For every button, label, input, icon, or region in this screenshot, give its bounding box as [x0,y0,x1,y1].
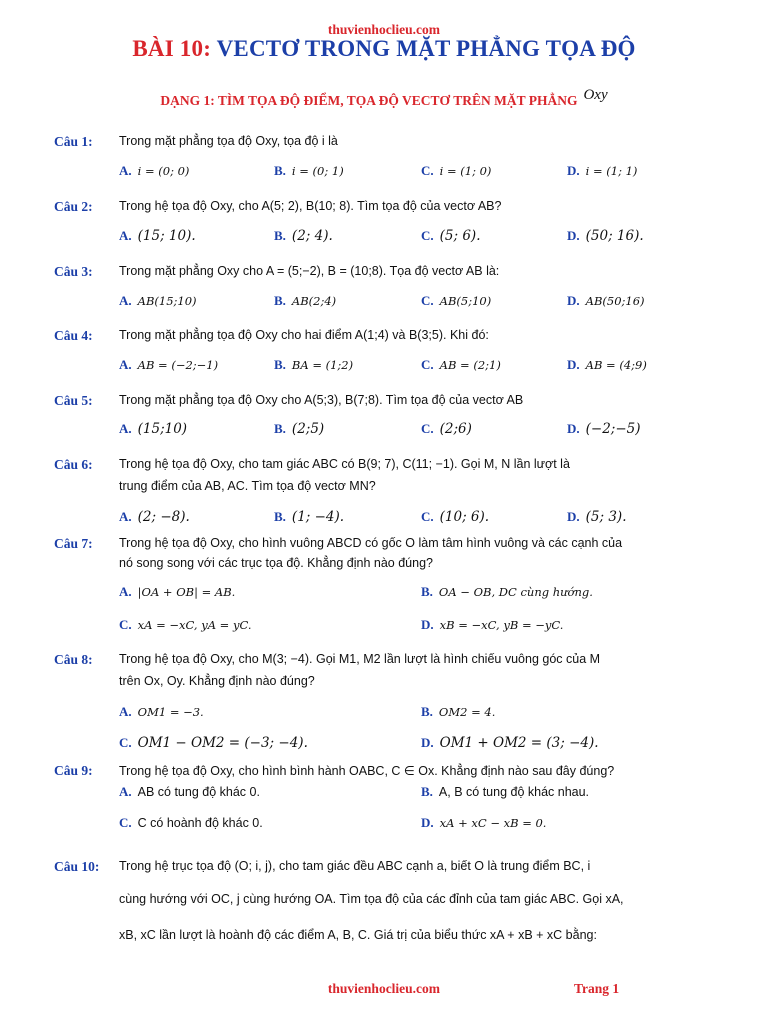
option-key: D. [421,617,434,632]
option-b [421,784,589,800]
option-a [119,293,197,309]
option-d [567,228,644,244]
question-text: Trong mặt phẳng tọa độ Oxy cho hai điểm A(1;4) và B(3;5). Khi đó: [119,328,489,342]
lesson-title [0,36,768,62]
question-label: Câu 4: [54,328,93,343]
option-b [274,293,336,309]
question-label: Câu 1: [54,134,93,149]
option-b [274,163,344,179]
question-6-line-2 [0,479,768,501]
option-key: A. [119,293,132,308]
option-key: B. [274,357,286,372]
question-label: Câu 3: [54,264,93,279]
option-c [421,163,491,179]
question-label: Câu 2: [54,199,93,214]
option-text: (2;5) [291,421,325,437]
option-text: xA + xC − xB = 0. [439,816,547,830]
option-a [119,704,204,720]
option-c [421,228,480,244]
option-text: OM1 + OM2 = (3; −4). [439,735,599,751]
option-key: A. [119,357,132,372]
question-text: Trong hệ tọa độ Oxy, cho hình vuông ABCD có gốc O làm tâm hình vuông và các cạnh của [119,536,623,550]
option-text: AB = (−2;−1) [137,358,219,372]
option-key: C. [119,815,132,830]
option-a [119,509,190,525]
option-c [119,735,308,751]
option-key: A. [119,704,132,719]
page-number: Trang 1 [574,981,620,996]
option-d [567,421,641,437]
question-8-line-2 [0,674,768,696]
option-text: (50; 16). [585,228,644,244]
option-text: (5; 3). [585,509,627,525]
question-4 [0,328,768,350]
question-10-line-3 [0,928,768,950]
option-key: C. [119,617,132,632]
question-6 [0,457,768,479]
option-text: xB = −xC, yB = −yC. [439,618,564,632]
option-b [421,704,495,720]
option-d [567,357,647,373]
option-text: OM1 = −3. [137,705,204,719]
site-header[interactable]: thuvienhoclieu.com [327,22,441,37]
option-key: D. [567,293,580,308]
option-key: D. [567,509,580,524]
question-1 [0,134,768,156]
question-10 [0,859,768,881]
option-text: |OA + OB| = AB. [137,585,236,599]
option-a [119,584,235,600]
option-text: AB(50;16) [585,294,645,308]
option-b [274,509,344,525]
option-text: i = (0; 0) [137,164,190,178]
option-b [274,228,333,244]
option-b [274,357,353,373]
option-text: BA = (1;2) [291,358,354,372]
option-key: C. [421,163,434,178]
option-text: AB = (4;9) [585,358,647,372]
question-text: cùng hướng với OC, j cùng hướng OA. Tìm tọa độ của các đỉnh của tam giác ABC. Gọi xA, [119,892,624,906]
option-text: (1; −4). [291,509,345,525]
option-key: D. [567,421,580,436]
question-text: trung điểm của AB, AC. Tìm tọa độ vectơ MN? [119,479,376,493]
option-key: A. [119,421,132,436]
footer [0,981,768,999]
option-a [119,784,260,800]
option-key: B. [421,704,433,719]
question-label: Câu 5: [54,393,93,408]
question-7-line-2 [0,556,768,578]
question-2 [0,199,768,221]
question-text: Trong mặt phẳng Oxy cho A = (5;−2), B = (10;8). Tọa độ vectơ AB là: [119,264,500,278]
option-c [421,509,489,525]
question-text: Trong mặt phẳng tọa độ Oxy cho A(5;3), B(7;8). Tìm tọa độ của vectơ AB [119,393,524,407]
question-text: Trong hệ tọa độ Oxy, cho hình bình hành OABC, C ∈ Ox. Khẳng định nào sau đây đúng? [119,764,615,778]
option-key: D. [567,163,580,178]
option-b [274,421,324,437]
section-heading-math: Oxy [583,87,608,103]
option-key: B. [274,509,286,524]
question-label: Câu 10: [54,859,100,874]
option-text: (15;10) [137,421,188,437]
question-8 [0,652,768,674]
option-text: xA = −xC, yA = yC. [137,618,252,632]
option-key: B. [274,228,286,243]
lesson-number: BÀI 10: [132,36,212,61]
option-a [119,357,218,373]
option-text: i = (0; 1) [291,164,344,178]
question-9 [0,763,768,785]
option-key: B. [274,163,286,178]
section-heading-text: DẠNG 1: TÌM TỌA ĐỘ ĐIỂM, TỌA ĐỘ VECTƠ TRÊN MẶT PHẲNG [160,93,578,108]
option-key: D. [421,735,434,750]
option-text: AB(15;10) [137,294,197,308]
option-c [119,815,263,831]
option-key: D. [567,228,580,243]
option-key: C. [421,228,434,243]
option-text: A, B có tung độ khác nhau. [438,785,590,799]
site-footer[interactable]: thuvienhoclieu.com [327,981,441,996]
option-text: (−2;−5) [585,421,641,437]
option-key: C. [421,421,434,436]
option-key: C. [119,735,132,750]
option-d [567,293,645,309]
option-text: OM2 = 4. [438,705,496,719]
option-key: D. [567,357,580,372]
question-label: Câu 8: [54,652,93,667]
option-c [421,357,501,373]
option-c [421,293,491,309]
option-key: B. [274,421,286,436]
question-text: nó song song với các trục tọa độ. Khẳng định nào đúng? [119,556,433,570]
question-label: Câu 9: [54,763,93,778]
option-text: (5; 6). [439,228,481,244]
option-text: (2;6) [439,421,472,437]
option-text: (10; 6). [439,509,490,525]
option-text: i = (1; 0) [439,164,492,178]
option-key: A. [119,784,132,799]
option-key: B. [421,584,433,599]
question-text: Trong hệ trục tọa độ (O; i, j), cho tam giác đều ABC cạnh a, biết O là trung điểm BC, i [119,859,591,873]
question-label: Câu 7: [54,536,93,551]
section-heading [0,87,768,110]
option-a [119,228,196,244]
option-key: D. [421,815,434,830]
option-key: A. [119,228,132,243]
option-text: (2; −8). [137,509,190,525]
option-key: B. [274,293,286,308]
question-text: xB, xC lần lượt là hoành độ các điểm A, B, C. Giá trị của biểu thức xA + xB + xC bằng: [119,928,597,942]
option-text: i = (1; 1) [585,164,638,178]
option-key: A. [119,509,132,524]
option-text: (2; 4). [291,228,333,244]
option-text: OM1 − OM2 = (−3; −4). [137,735,308,751]
option-b [421,584,593,600]
question-text: trên Ox, Oy. Khẳng định nào đúng? [119,674,315,688]
option-text: AB có tung độ khác 0. [137,785,260,799]
option-text: AB(2;4) [291,294,337,308]
option-d [567,163,637,179]
option-d [567,509,626,525]
option-key: C. [421,509,434,524]
option-key: C. [421,293,434,308]
option-text: (15; 10). [137,228,196,244]
question-7 [0,536,768,558]
option-text: OA − OB, DC cùng hướng. [438,585,593,599]
question-text: Trong hệ tọa độ Oxy, cho A(5; 2), B(10; 8). Tìm tọa độ của vectơ AB? [119,199,502,213]
lesson-title-text: VECTƠ TRONG MẶT PHẲNG TỌA ĐỘ [216,36,636,61]
option-key: C. [421,357,434,372]
option-key: B. [421,784,433,799]
question-3 [0,264,768,286]
option-text: AB(5;10) [439,294,492,308]
question-5 [0,393,768,415]
question-10-line-2 [0,892,768,914]
option-key: A. [119,584,132,599]
option-c [119,617,252,633]
option-a [119,163,189,179]
option-d [421,735,599,751]
option-text: C có hoành độ khác 0. [137,816,263,830]
option-c [421,421,472,437]
option-d [421,617,563,633]
question-text: Trong mặt phẳng tọa độ Oxy, tọa độ i là [119,134,338,148]
option-d [421,815,546,831]
option-a [119,421,187,437]
question-text: Trong hệ tọa độ Oxy, cho M(3; −4). Gọi M1, M2 lần lượt là hình chiếu vuông góc của M [119,652,601,666]
question-text: Trong hệ tọa độ Oxy, cho tam giác ABC có B(9; 7), C(11; −1). Gọi M, N lần lượt là [119,457,570,471]
option-key: A. [119,163,132,178]
question-label: Câu 6: [54,457,93,472]
option-text: AB = (2;1) [439,358,501,372]
